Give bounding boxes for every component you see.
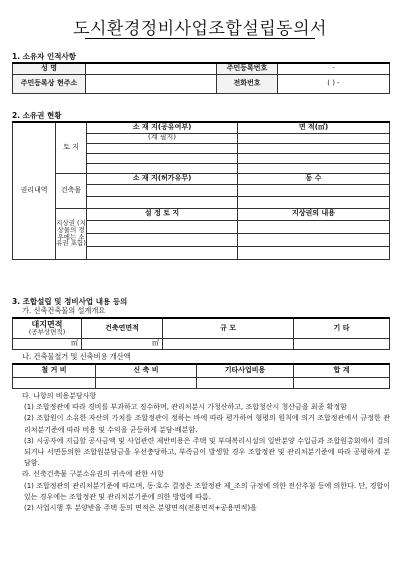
land-row-cell[interactable]	[87, 163, 238, 173]
cost-sharing-heading: 다. 나항의 비용분담사항	[22, 392, 97, 400]
land-row-cell[interactable]	[238, 153, 390, 163]
other-cost-field[interactable]	[197, 377, 294, 388]
land-location-count[interactable]: (계 필지)	[87, 133, 238, 143]
cost-estimate-table	[12, 363, 390, 389]
land-row-cell[interactable]	[238, 163, 390, 173]
surface-row-cell[interactable]	[238, 220, 390, 233]
construction-cost-field[interactable]	[96, 377, 197, 388]
surface-row-cell[interactable]	[87, 220, 238, 233]
page-title: 도시환경정비사업조합설립동의서	[73, 19, 327, 39]
land-area-cell[interactable]	[238, 133, 390, 143]
land-location-header: 소 재 지(공유여부)	[87, 122, 238, 133]
other-field[interactable]	[294, 338, 390, 349]
id-number-field[interactable]: -	[278, 63, 390, 74]
land-area-header: 면 적(㎡)	[238, 122, 390, 133]
rights-label: 권리내역	[13, 122, 56, 259]
surface-rights-label: 지상권 (지상물의 경 우에는 소유권 포함)	[56, 208, 87, 259]
scale-field[interactable]	[163, 338, 294, 349]
building-row-cell[interactable]	[238, 184, 390, 196]
surface-row-cell[interactable]	[238, 233, 390, 246]
surface-land-header: 설 정 토 지	[87, 208, 238, 220]
other-label: 기 타	[294, 318, 390, 338]
demolition-cost-label: 철 거 비	[13, 364, 96, 377]
building-row-cell[interactable]	[87, 196, 238, 208]
owner-info-table	[12, 62, 390, 94]
total-cost-label: 합 계	[294, 364, 390, 377]
ownership-attribution-item-1: (1) 조합정관의 관리처분기준에 따르며, 동·호수 결정은 조합정관 제_조의 규정에 의한 전산추첨 등에 의한다. 단, 경합이 있는 경우에는 조합정관 및 관리처분기준에 의한 방법에 따름.	[24, 481, 390, 501]
cost-sharing-item-1: (1) 조합정관에 따라 경비를 부과하고 징수하며, 관리처분시 가청산하고, 조합청산시 청산금을 최종 확정함	[24, 403, 347, 412]
other-cost-label: 기타사업비용	[197, 364, 294, 377]
section1-heading: 1. 소유자 인적사항	[12, 52, 77, 61]
floor-area-label: 건축연면적	[82, 318, 163, 338]
surface-row-cell[interactable]	[87, 233, 238, 246]
address-label: 주민등록상 현주소	[13, 74, 86, 93]
name-label: 성 명	[13, 63, 86, 74]
demolition-cost-field[interactable]	[13, 377, 96, 388]
building-row-cell[interactable]	[238, 196, 390, 208]
site-area-subtitle: (공부상면적)	[28, 328, 66, 337]
scale-label: 규 모	[163, 318, 294, 338]
land-label: 토 지	[56, 122, 87, 173]
cost-estimate-heading: 나. 건축물철거 및 신축비용 개산액	[22, 352, 131, 361]
surface-content-header: 지상권의 내용	[238, 208, 390, 220]
land-row-cell[interactable]	[238, 143, 390, 153]
total-cost-field[interactable]	[294, 377, 390, 388]
cost-sharing-item-3: (3) 시공자에 지급할 공사금액 및 사업관련 제반비용은 주택 및 부대복리시설의 일반분양 수입금과 조합원총회에서 결의되거나 서면동의한 조합원분담금을 우선충당하고, 부족금이 발생할 경우 조합정관 및 관리처분기준에 따라 공평하게 분담함.	[24, 436, 390, 468]
building-units-header: 동 수	[238, 173, 390, 184]
building-row-cell[interactable]	[87, 184, 238, 196]
site-area-label	[13, 318, 82, 338]
id-number-label: 주민등록번호	[217, 63, 278, 74]
construction-cost-label: 신 축 비	[96, 364, 197, 377]
phone-label: 전화번호	[217, 74, 278, 93]
site-area-field[interactable]: ㎡	[13, 338, 82, 349]
name-field[interactable]	[86, 63, 217, 74]
cost-sharing-item-2: (2) 조합원이 소유한 자산의 가치를 조합정관이 정하는 바에 따라 평가하여 형평의 원칙에 의거 조합정관에서 규정한 관리처분기준에 따라 비용 및 수익을 균등하게 분담·배분함.	[24, 414, 390, 434]
section2-heading: 2. 소유권 현황	[12, 111, 62, 120]
design-overview-table	[12, 317, 390, 350]
ownership-table	[12, 121, 390, 260]
phone-field[interactable]: ( ) -	[278, 74, 390, 93]
building-label: 건축물	[56, 173, 87, 208]
title-underline	[85, 38, 315, 39]
design-overview-heading: 가. 신축건축물의 설계개요	[22, 306, 106, 315]
surface-row-cell[interactable]	[238, 246, 390, 259]
ownership-attribution-heading: 라. 신축건축물 구분소유권의 귀속에 관한 사항	[22, 470, 164, 479]
building-location-header: 소 재 지(허가유무)	[87, 173, 238, 184]
land-row-cell[interactable]	[87, 143, 238, 153]
surface-row-cell[interactable]	[87, 246, 238, 259]
ownership-attribution-item-2: (2) 사업시행 후 분양받을 주택 등의 면적은 분양면적(전용면적+공용면적)을	[24, 504, 257, 513]
floor-area-field[interactable]: ㎡	[82, 338, 163, 349]
land-row-cell[interactable]	[87, 153, 238, 163]
cost-sharing-section	[12, 391, 390, 514]
site-area-title: 대지면적	[31, 319, 63, 329]
section3-heading: 3. 조합설립 및 정비사업 내용 등의	[12, 297, 128, 306]
address-field[interactable]	[86, 74, 217, 93]
